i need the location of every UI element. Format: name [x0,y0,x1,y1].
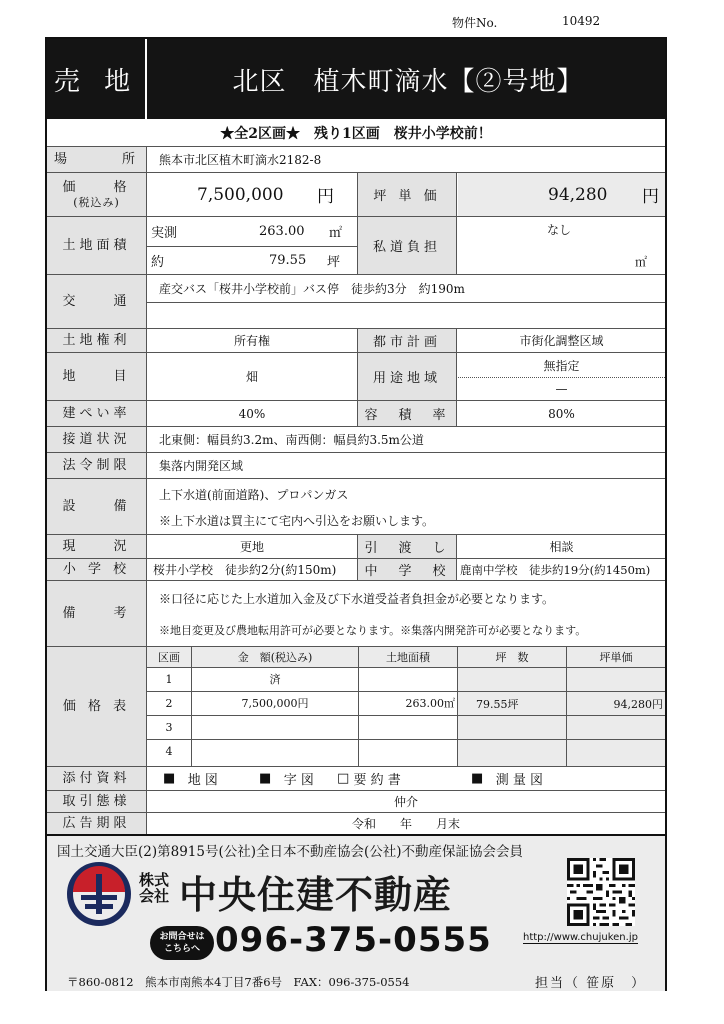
pt-header-no: 区画 [147,647,191,667]
pt-row-2-price: 7,500,000円 [241,697,309,710]
road-row [47,427,665,453]
price-table-row [47,647,665,767]
traffic-label: 交 通 [47,275,147,328]
pt-row-2-no: 2 [165,696,173,710]
land-area-divider [147,246,357,247]
price-table-label: 価 格 表 [47,647,147,766]
traffic-line-1: 産交バス「桜井小学校前」バス停 徒歩約3分 約190m [159,282,465,296]
pt-row-1-price: 済 [269,673,281,686]
contact-person: 担当（ 笹原 ） [535,976,647,991]
land-area-label: 土地面積 [47,217,147,274]
price-label [47,173,147,216]
pt-header-unit-price: 坪単価 [567,647,665,667]
school-row [47,559,665,581]
attachment-1 [163,767,218,790]
website-link[interactable]: http://www.chujuken.jp [523,932,638,943]
facilities-line-1: 上下水道(前面道路)、プロパンガス [159,487,349,502]
city-plan-value: 市街化調整区域 [519,334,604,348]
approx-label: 約 [151,255,165,270]
pt-row-3-unit-price [567,716,665,739]
catch-copy: ★全2区画★ 残り1区画 桜井小学校前！ [47,119,665,147]
tsubo-price-label: 坪 単 価 [357,173,457,216]
private-road-value: なし [547,222,572,237]
elementary-label: 小 学 校 [47,559,147,580]
pt-header-tsubo: 坪 数 [458,647,566,667]
coverage-row [47,401,665,427]
property-number: 10492 [562,14,601,28]
pt-header-price: 金 額(税込み) [192,647,358,667]
attachment-2-mark: ■ [259,771,272,786]
rights-value: 所有権 [233,334,270,348]
road-label: 接道状況 [47,427,147,452]
coverage-value: 40% [238,406,266,421]
approx-tsubo-unit: 坪 [327,255,341,270]
attachment-3-text: 要 約 書 [353,773,401,788]
remarks-line-2: ※地目変更及び農地転用許可が必要となります。※集落内開発許可が必要となります。 [159,624,587,637]
pt-row-2-unit-price: 94,280円 [567,692,665,715]
tsubo-price-unit: 円 [642,187,659,207]
traffic-row [47,275,665,329]
delivery-value: 相談 [549,540,574,554]
page-title: 北区 植木町滴水【②号地】 [232,66,584,97]
registration-text: 国土交通大臣(2)第8915号(公社)全日本不動産協会(公社)不動産保証協会会員 [57,844,524,860]
pt-row-4-no: 4 [165,744,173,758]
remarks-label: 備 考 [47,581,147,646]
price-label-main: 価 格 [62,180,131,196]
inquiry-line-1: お問合せは [159,932,205,942]
facilities-label: 設 備 [47,479,147,534]
city-plan-label: 都市計画 [357,329,457,352]
pt-header-area: 土地面積 [359,647,457,667]
land-category-label: 地 目 [47,353,147,400]
pt-row-1-unit-price [567,668,665,691]
measured-sqm-unit: ㎡ [329,226,343,241]
price-row [47,173,665,217]
company-address: 〒860-0812 熊本市南熊本4丁目7番6号 FAX：096-375-0554 [67,975,410,989]
pt-row-2-tsubo: 79.55坪 [458,692,566,715]
legal-label: 法令制限 [47,453,147,478]
ad-deadline-row [47,813,665,836]
tsubo-price-cell [458,173,665,216]
status-label: 現 況 [47,535,147,558]
attachment-1-text: 地 図 [187,773,218,788]
tsubo-price-value: 94,280 [548,184,608,205]
price-label-sub: (税込み) [73,195,120,209]
rights-row [47,329,665,353]
elementary-value: 桜井小学校 徒歩約2分(約150m) [153,563,337,577]
attachment-4-text: 測 量 図 [495,773,543,788]
transaction-value: 仲介 [393,795,418,809]
attachment-4-mark: ■ [471,771,484,786]
traffic-divider [147,302,665,303]
price-unit: 円 [317,187,334,207]
rights-label: 土地権利 [47,329,147,352]
far-value: 80% [548,406,575,421]
location-label: 場 所 [47,147,147,172]
private-road-label: 私道負担 [357,217,457,274]
pt-row-3-no: 3 [165,720,173,734]
coverage-label: 建ぺい率 [47,401,147,426]
pt-row-1-tsubo [458,668,566,691]
remarks-row [47,581,665,647]
pt-row-4-tsubo [458,740,566,766]
inquiry-badge [150,926,214,960]
delivery-label: 引 渡 し [357,535,457,558]
transaction-label: 取引態様 [47,791,147,812]
status-value: 更地 [239,540,264,554]
use-zone-label: 用途地域 [357,353,457,400]
phone-number[interactable]: 096-375-0555 [215,920,492,960]
attachment-1-mark: ■ [163,771,176,786]
far-label: 容 積 率 [357,401,457,426]
price-table [147,647,665,766]
remarks-line-1: ※口径に応じた上水道加入金及び下水道受益者負担金が必要となります。 [159,591,555,606]
attachment-4 [471,767,543,790]
road-value: 北東側：幅員約3.2m、南西側：幅員約3.5m公道 [159,433,424,447]
location-row [47,147,665,173]
price-value: 7,500,000 [197,184,284,205]
company-name: 中央住建不動産 [179,873,453,917]
kabushiki-kaisha: 株式会社 [139,871,170,905]
attachment-3 [337,767,401,790]
property-sheet [45,37,667,991]
pt-row-2-area: 263.00㎡ [405,697,455,710]
attachment-2-text: 字 図 [283,773,314,788]
listing-type: 売 地 [47,39,147,119]
header-bar [47,39,665,119]
pt-row-1-no: 1 [165,672,173,686]
attachments-row [47,767,665,791]
inquiry-line-2: こちらへ [163,944,200,954]
ad-deadline-value: 令和 年 月末 [351,817,460,831]
company-footer [47,836,665,991]
land-category-value: 畑 [245,370,258,384]
ad-deadline-label: 広告期限 [47,813,147,834]
company-logo-icon [67,862,131,926]
pt-row-3-tsubo [458,716,566,739]
use-zone-value-2: — [555,382,568,396]
junior-label: 中 学 校 [357,559,457,580]
land-area-row [47,217,665,275]
transaction-row [47,791,665,813]
legal-value: 集落内開発区域 [159,459,244,473]
location-value: 熊本市北区植木町滴水2182-8 [159,153,322,167]
private-road-unit: ㎡ [635,254,648,269]
land-category-row [47,353,665,401]
pt-row-4-unit-price [567,740,665,766]
measured-sqm: 263.00 [259,224,305,239]
status-row [47,535,665,559]
measured-label: 実測 [151,226,178,241]
property-number-label: 物件No. [452,16,498,30]
use-zone-value-1: 無指定 [543,358,580,373]
junior-value: 鹿南中学校 徒歩約19分(約1450m) [460,562,651,577]
qr-code-icon[interactable] [567,858,635,926]
legal-row [47,453,665,479]
attachment-2 [259,767,314,790]
attachments-label: 添付資料 [47,767,147,790]
approx-tsubo: 79.55 [269,253,307,268]
attachment-3-mark: □ [337,771,350,786]
facilities-line-2: ※上下水道は買主にて宅内へ引込をお願いします。 [159,513,435,528]
facilities-row [47,479,665,535]
